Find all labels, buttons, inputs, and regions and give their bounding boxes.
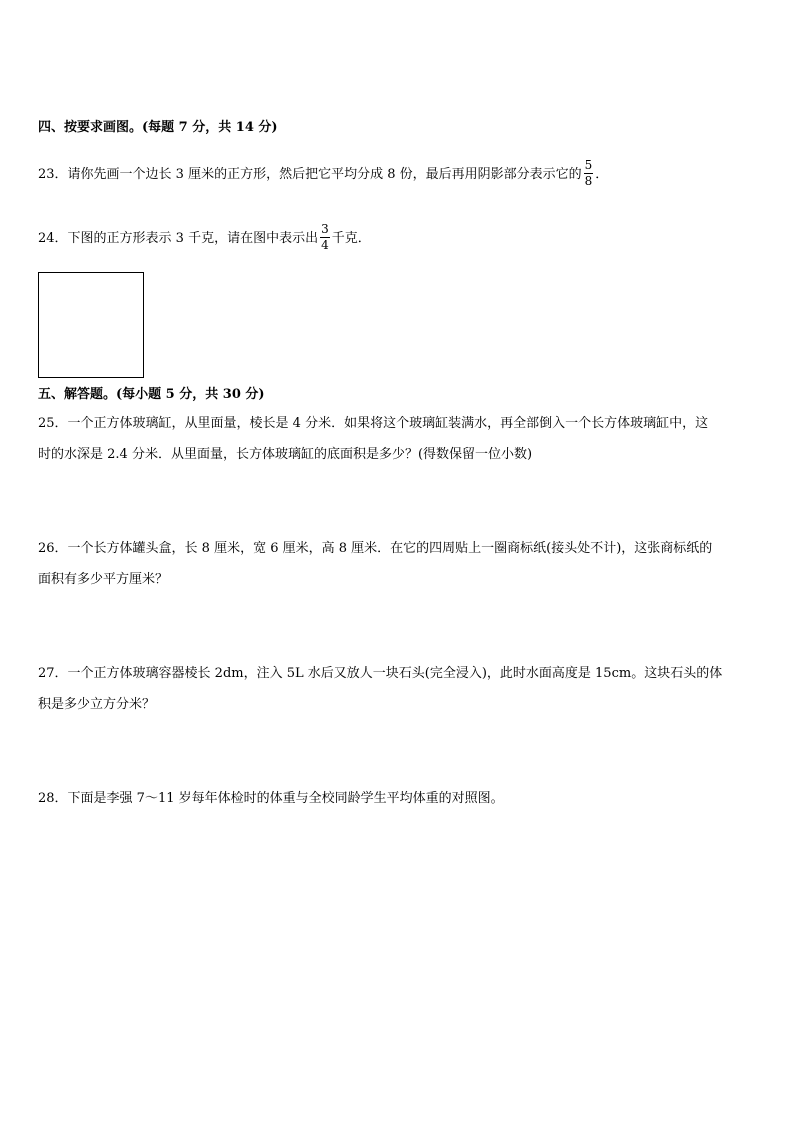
question-23-text: 23．请你先画一个边长 3 厘米的正方形，然后把它平均分成 8 份，最后再用阴影部分表示它的 xyxy=(38,167,582,182)
fraction-denominator: 8 xyxy=(584,174,593,188)
question-24-text: 24．下图的正方形表示 3 千克，请在图中表示出 xyxy=(38,231,319,246)
question-25-line-2: 时的水深是 2.4 分米．从里面量，长方体玻璃缸的底面积是多少？(得数保留一位小数) xyxy=(38,447,533,462)
question-28-line-1: 28．下面是李强 7～11 岁每年体检时的体重与全校同龄学生平均体重的对照图。 xyxy=(38,791,504,806)
question-25-line-1: 25．一个正方体玻璃缸，从里面量，棱长是 4 分米．如果将这个玻璃缸装满水，再全部倒入一个长方体玻璃缸中，这 xyxy=(38,416,709,431)
question-24 xyxy=(38,224,371,253)
section-5-heading: 五、解答题。(每小题 5 分，共 30 分) xyxy=(38,387,265,402)
question-24-tail: 千克． xyxy=(331,231,371,246)
fraction-numerator: 3 xyxy=(321,222,329,236)
question-27-line-2: 积是多少立方分米？ xyxy=(38,697,156,712)
fraction-5-8 xyxy=(584,159,594,188)
question-23 xyxy=(38,160,608,189)
question-26-line-1: 26．一个长方体罐头盒，长 8 厘米，宽 6 厘米，高 8 厘米．在它的四周贴上一圈商标纸(接头处不计)，这张商标纸的 xyxy=(38,541,713,556)
square-diagram xyxy=(38,272,144,378)
question-23-tail: ． xyxy=(595,167,609,182)
fraction-3-4 xyxy=(320,223,330,252)
fraction-denominator: 4 xyxy=(321,238,329,252)
section-4-heading: 四、按要求画图。(每题 7 分，共 14 分) xyxy=(38,120,278,135)
question-27-line-1: 27．一个正方体玻璃容器棱长 2dm，注入 5L 水后又放人一块石头(完全浸入)，此时水面高度是 15cm。这块石头的体 xyxy=(38,666,723,681)
question-26-line-2: 面积有多少平方厘米？ xyxy=(38,572,169,587)
fraction-numerator: 5 xyxy=(584,158,593,172)
